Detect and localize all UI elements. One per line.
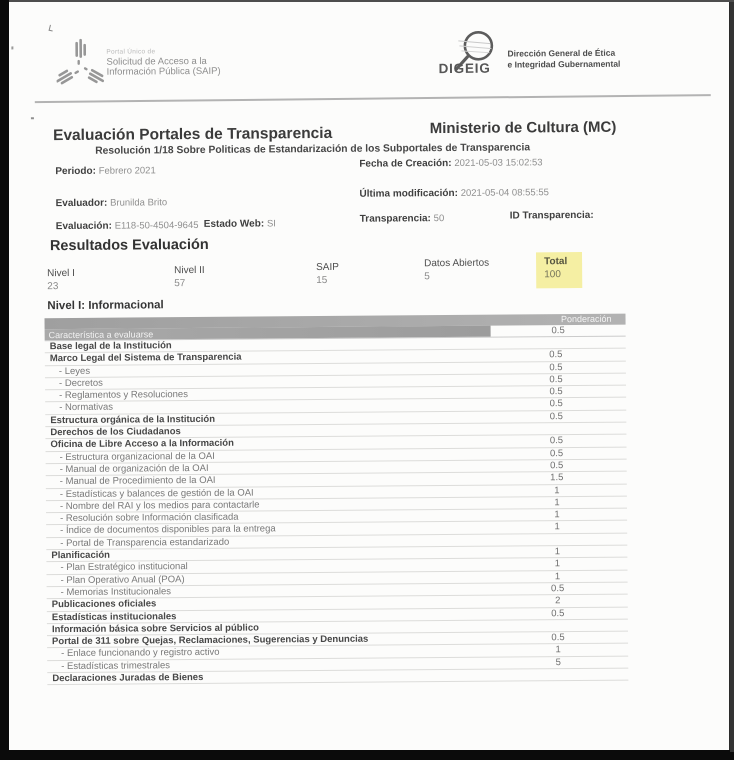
meta-transparencia [360,213,445,225]
scan-edge-top [9,0,734,2]
row-label: Planificación [51,549,111,562]
document-page [9,2,729,750]
meta-evaluacion-value: E118-50-4504-9645 [114,219,199,232]
result-value: 15 [316,274,328,287]
row-value: 0.5 [549,349,563,361]
row-label: - Estructura organizacional de la OAI [59,450,215,463]
row-value: 1 [554,497,560,509]
row-label: - Plan Estratégico institucional [60,561,188,574]
evaluation-table [44,314,628,686]
digeig-description [507,48,620,71]
row-label: - Plan Operativo Anual (POA) [60,573,185,586]
level1-heading: Nivel I: Informacional [47,299,164,313]
row-value [486,337,626,349]
results-heading: Resultados Evaluación [49,236,209,255]
scan-speck [49,25,54,32]
result-label: Nivel I [47,267,75,280]
row-label: Publicaciones oficiales [51,598,157,611]
meta-transparencia-label: Transparencia: [359,213,431,225]
row-value: 2 [555,595,561,607]
document-subtitle: Resolución 1/18 Sobre Politicas de Estandarización de los Subportales de Transparencia [95,142,531,157]
meta-fecha-creacion [359,157,542,169]
row-value: 1 [554,509,560,521]
evaluation-table-body [45,337,629,686]
meta-ultima-modificacion [359,187,548,199]
scan-edge-right [730,0,734,752]
institution-title: Ministerio de Cultura (MC) [429,118,617,138]
scan-edge-left [0,0,9,760]
row-label: - Reglamentos y Resoluciones [59,389,188,402]
result-label: Nivel II [174,264,205,277]
row-value: 0.5 [551,632,565,644]
page-content [6,0,732,750]
meta-id-transparencia [510,210,594,222]
results-row [44,256,626,301]
saip-name-line2: Información Pública (SAIP) [106,65,221,78]
row-value [486,423,626,435]
row-value: 0.5 [549,435,564,447]
result-value: 57 [174,278,186,290]
meta-evaluador [56,197,168,209]
result-value: 23 [47,281,59,293]
meta-evaluacion-label: Evaluación: [55,220,112,233]
row-label: - Leyes [58,365,91,377]
meta-id-transparencia-label: ID Transparencia: [509,209,594,222]
row-label: - Normativas [59,402,114,414]
row-label: Estadísticas institucionales [51,610,177,623]
row-label: Base legal de la Institución [49,340,172,353]
saip-tagline: Portal Único de [106,48,156,56]
row-value: 1 [555,644,561,656]
meta-periodo [55,165,155,177]
digeig-desc-line1: Dirección General de Ética [507,47,616,59]
row-label: - Manual de organización de la OAI [59,462,209,476]
scan-edge-bottom [0,750,734,760]
meta-evaluador-label: Evaluador: [55,197,108,210]
row-value: 0.5 [551,607,565,619]
row-label: Derechos de los Ciudadanos [50,426,181,439]
meta-evaluador-value: Brunilda Brito [110,197,168,209]
row-label: Declaraciones Juradas de Bienes [52,671,204,685]
meta-periodo-value: Febrero 2021 [98,165,156,177]
document-title: Evaluación Portales de Transparencia [52,124,333,145]
row-value: 0.5 [549,361,563,373]
scan-speck [11,46,13,49]
row-value: 1 [554,521,560,533]
result-value: 100 [544,269,561,281]
meta-ultima-modificacion-value: 2021-05-04 08:55:55 [460,187,549,199]
meta-estado-web-value: SI [266,218,276,230]
row-value: 0.5 [549,374,563,386]
meta-estado-web-label: Estado Web: [203,218,265,230]
row-value: 1 [554,484,560,496]
row-value: 1 [554,570,561,582]
row-label: - Enlace funcionando y registro activo [61,647,220,660]
row-value: 0.5 [550,460,564,472]
meta-transparencia-value: 50 [433,213,445,225]
result-item [424,258,489,283]
row-label: Portal de 311 sobre Quejas, Reclamaciones, Sugerencias y Denuncias [51,633,369,648]
meta-fecha-creacion-label: Fecha de Creación: [359,157,452,170]
meta-estado-web [204,218,276,230]
result-item [47,268,75,292]
result-label: Total [544,256,568,268]
row-label: Oficina de Libre Acceso a la Información [50,438,234,451]
meta-periodo-label: Periodo: [55,165,96,178]
result-item [174,265,205,289]
row-value: 0.5 [550,583,565,595]
digeig-acronym: DIGEIG [438,60,491,77]
row-value: 0.5 [549,410,563,423]
row-value [487,533,627,545]
table-header-ponderacion: Ponderación [44,314,625,330]
row-value: 1.5 [550,472,564,484]
row-label: - Manual de Procedimiento de la OAI [59,475,216,488]
scan-speck [31,117,34,119]
saip-logo-text [106,47,220,78]
row-label: - Nombre del RAI y los medios para contactarle [59,499,260,512]
row-label: - Memorias Institucionales [60,586,172,599]
row-label: - Portal de Transparencia estandarizado [60,536,230,549]
result-value: 5 [424,271,430,283]
row-label: - Índice de documentos disponibles para la entrega [60,523,276,537]
row-value: 0.5 [549,386,563,398]
saip-logo-icon [56,38,104,94]
row-value: 0.5 [549,447,564,459]
row-label: - Resolución sobre Información clasificada [60,511,239,525]
row-value: 1 [554,558,561,570]
row-value [488,669,628,681]
result-item [536,252,582,288]
result-item [316,262,339,286]
meta-fecha-creacion-value: 2021-05-03 15:02:53 [454,157,543,169]
digeig-desc-line2: e Integridad Gubernamental [507,58,621,70]
table-header-caracteristica: Característica a evaluarse [45,326,491,341]
row-label: - Estadísticas trimestrales [61,659,171,672]
saip-name-line1: Solicitud de Acceso a la [106,55,207,68]
row-value [488,619,628,631]
meta-evaluacion [56,220,199,232]
row-label: Marco Legal del Sistema de Transparencia [49,351,242,365]
header-divider [35,94,711,103]
table-header-line-value: 0.5 [551,325,565,337]
row-label: Información básica sobre Servicios al público [51,622,259,635]
row-value: 5 [555,656,561,668]
row-value: 1 [554,546,561,558]
row-label: Estructura orgánica de la Institución [50,413,216,426]
result-label: SAIP [316,261,339,274]
row-label: - Decretos [58,377,103,389]
row-value: 0.5 [549,398,563,410]
row-label: - Estadísticas y balances de gestión de la OAI [59,487,254,500]
meta-ultima-modificacion-label: Última modificación: [359,187,458,200]
result-label: Datos Abiertos [424,257,490,270]
